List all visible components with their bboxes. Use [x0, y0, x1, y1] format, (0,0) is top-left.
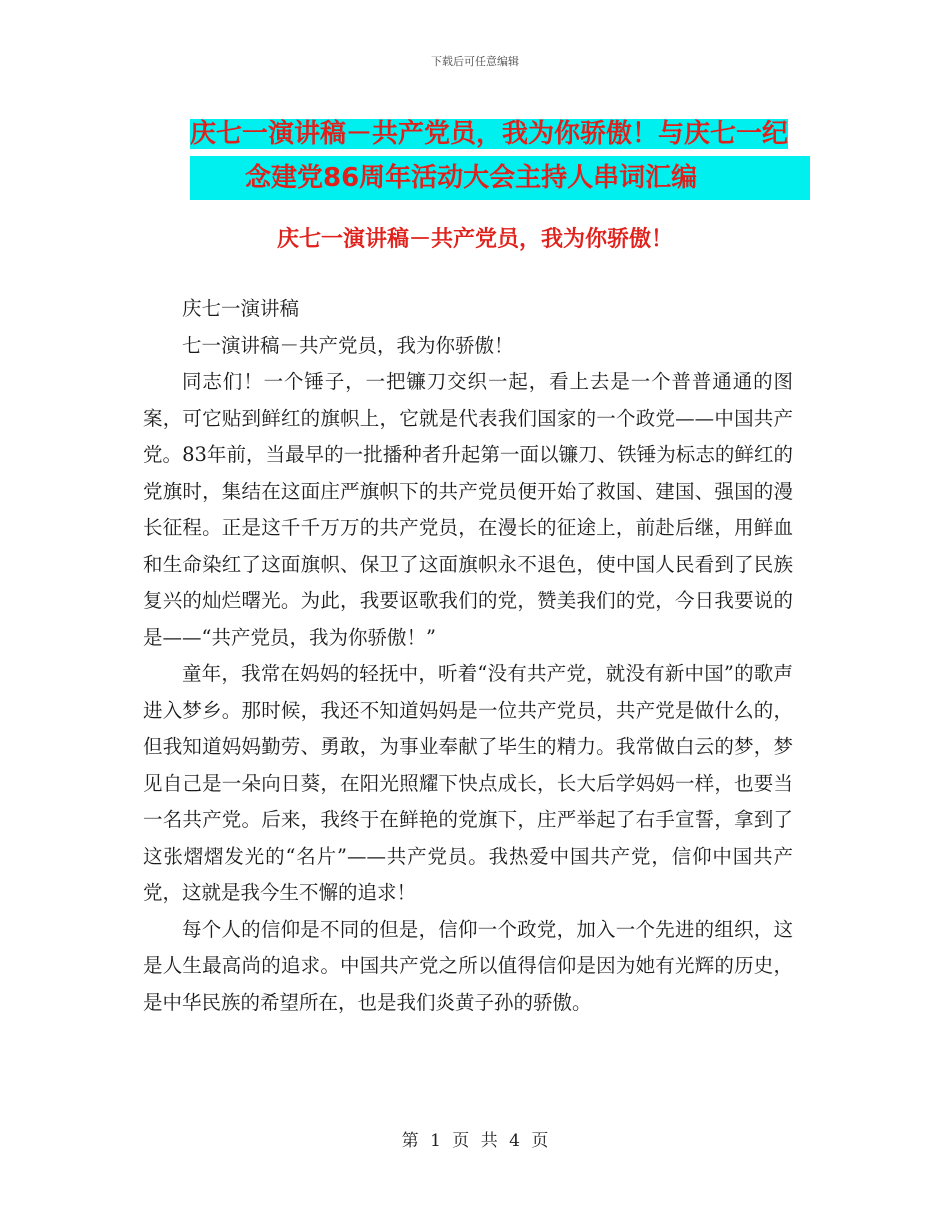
paragraph: 七一演讲稿－共产党员，我为你骄傲！ [182, 333, 514, 357]
document-title [190, 112, 810, 200]
paragraph: 每个人的信仰是不同的但是，信仰一个政党，加入一个先进的组织，这是人生最高尚的追求。中国共产党之所以值得信仰是因为她有光辉的历史，是中华民族的希望所在，也是我们炎黄子孙的骄傲。 [143, 917, 793, 1014]
document-title-line2: 念建党86周年活动大会主持人串词汇编 [245, 163, 698, 193]
document-title-line1: 庆七一演讲稿－共产党员，我为你骄傲！与庆七一纪 [190, 119, 789, 149]
paragraph: 庆七一演讲稿 [182, 297, 300, 320]
header-note: 下载后可任意编辑 [431, 55, 519, 68]
paragraph: 同志们！一个锤子，一把镰刀交织一起，看上去是一个普普通通的图案，可它贴到鲜红的旗帜上，它就是代表我们国家的一个政党——中国共产党。83年前，当最早的一批播种者升起第一面以镰刀、铁锤为标志的鲜红的党旗时，集结在这面庄严旗帜下的共产党员便开始了救国、建国、强国的漫长征程。正是这千千万万的共产党员，在漫长的征途上，前赴后继，用鲜血和生命染红了这面旗帜、保卫了这面旗帜永不退色，使中国人民看到了民族复兴的灿烂曙光。为此，我要讴歌我们的党，赞美我们的党，今日我要说的是——“共产党员，我为你骄傲！” [143, 370, 793, 649]
section-title: 庆七一演讲稿－共产党员，我为你骄傲！ [276, 227, 673, 252]
document-body [143, 291, 793, 1021]
paragraph: 童年，我常在妈妈的轻抚中，听着“没有共产党，就没有新中国”的歌声进入梦乡。那时候，我还不知道妈妈是一位共产党员，共产党是做什么的，但我知道妈妈勤劳、勇敢，为事业奉献了毕生的精力。我常做白云的梦，梦见自己是一朵向日葵，在阳光照耀下快点成长，长大后学妈妈一样，也要当一名共产党。后来，我终于在鲜艳的党旗下，庄严举起了右手宣誓，拿到了这张熠熠发光的“名片”——共产党员。我热爱中国共产党，信仰中国共产党，这就是我今生不懈的追求！ [143, 662, 793, 904]
page-footer: 第 1 页 共 4 页 [401, 1131, 549, 1151]
